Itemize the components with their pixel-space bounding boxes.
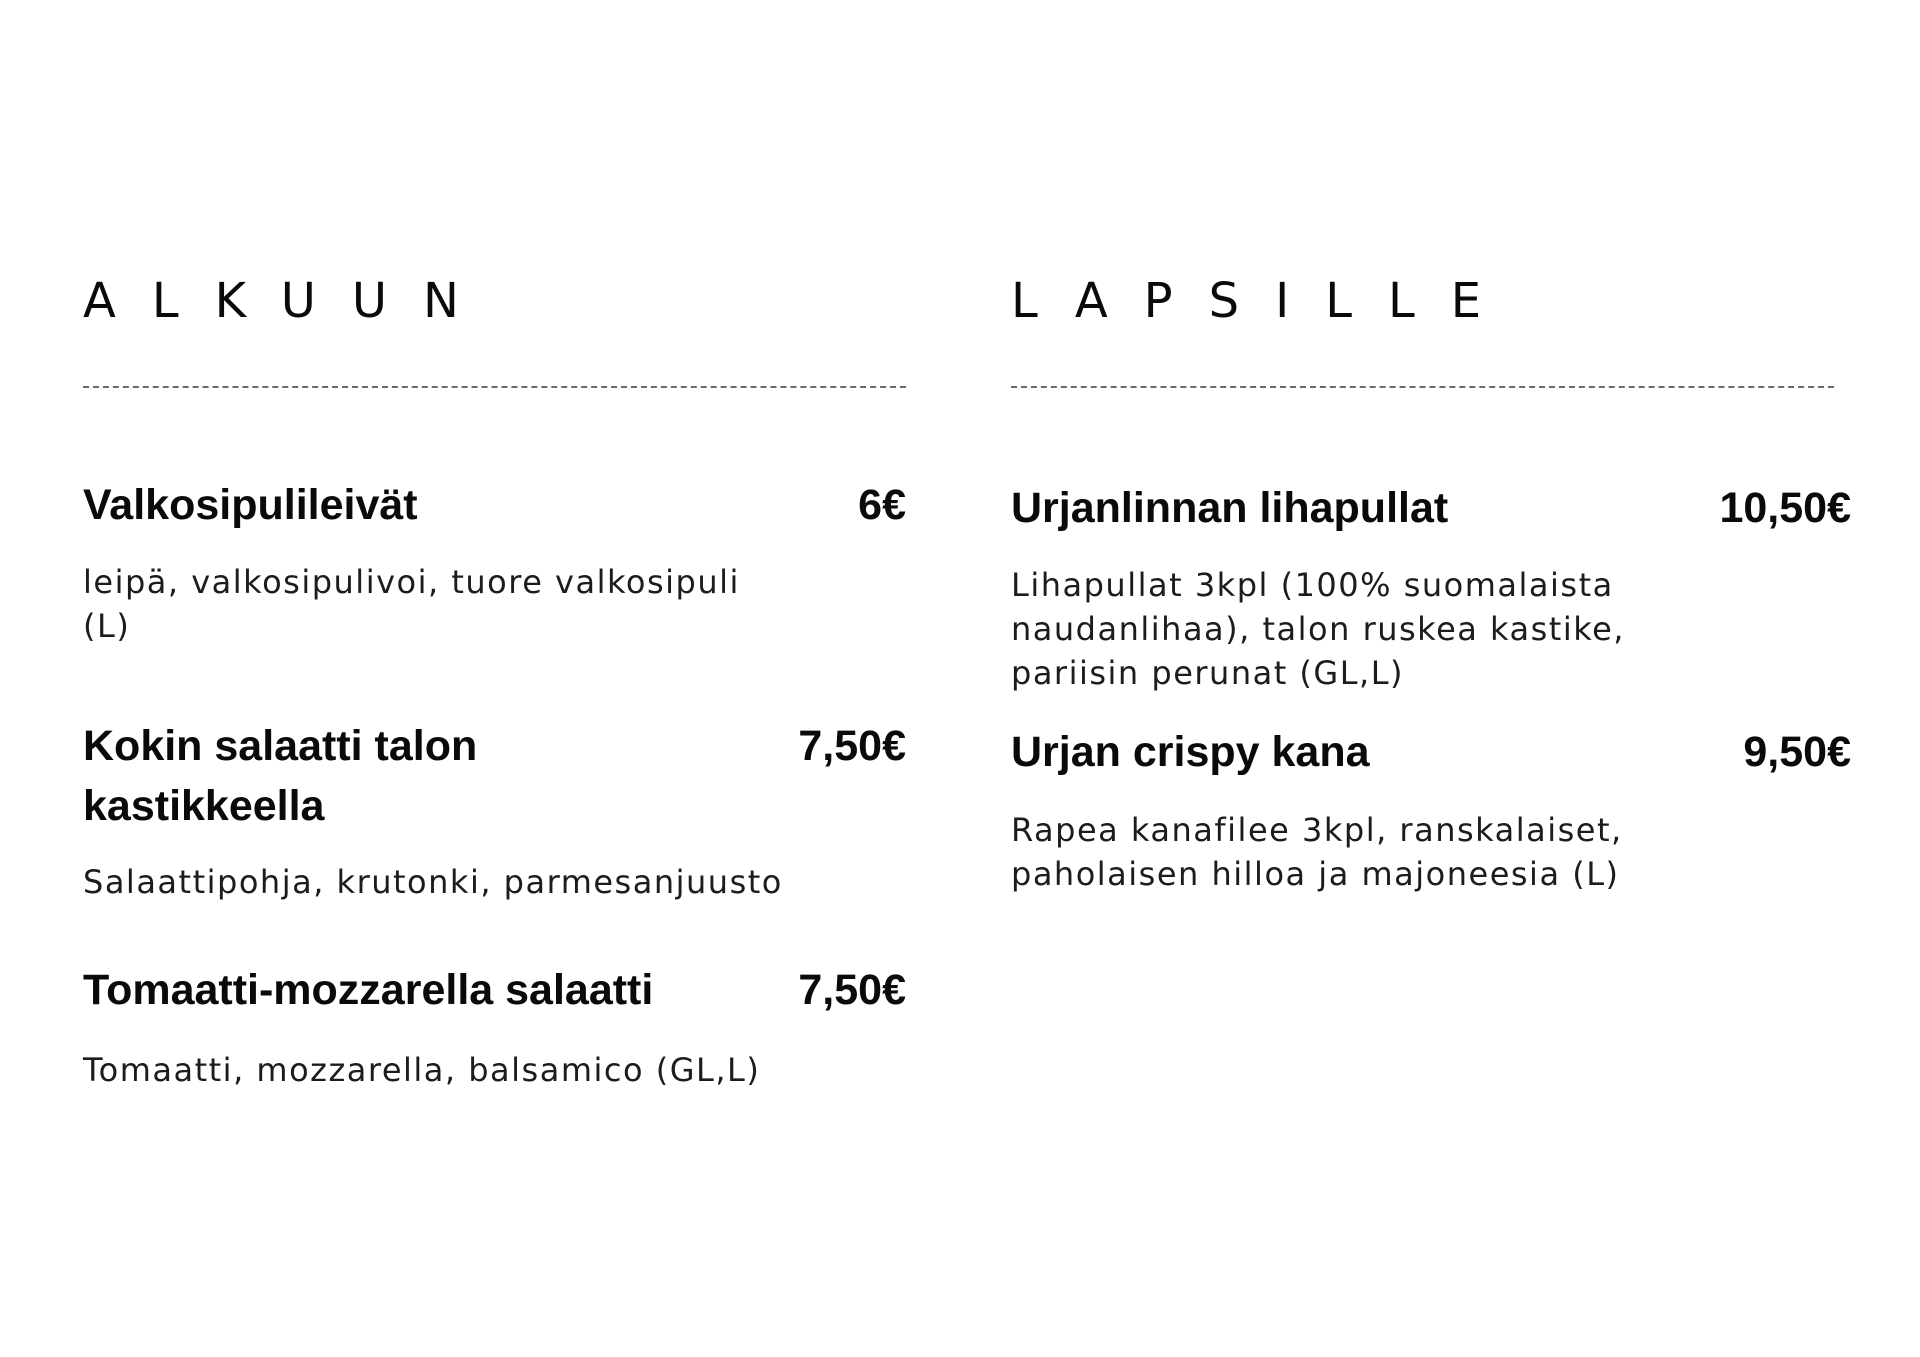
item-description: Salaattipohja, krutonki, parmesanjuusto — [83, 863, 783, 901]
item-description: Rapea kanafilee 3kpl, ranskalaiset, paholaisen hilloa ja majoneesia (L) — [1011, 811, 1623, 893]
item-description: Lihapullat 3kpl (100% suomalaista naudanlihaa), talon ruskea kastike, pariisin perunat (GL,L) — [1011, 566, 1625, 692]
item-name: Kokin salaatti talon kastikkeella — [83, 722, 478, 830]
section-title: LAPSILLE — [1011, 273, 1518, 329]
item-price: 7,50€ — [798, 966, 906, 1014]
item-name: Valkosipulileivät — [83, 481, 418, 529]
item-price: 10,50€ — [1719, 484, 1851, 532]
section-divider — [83, 386, 906, 388]
section-title: ALKUUN — [83, 273, 495, 329]
item-description: leipä, valkosipulivoi, tuore valkosipuli (L) — [83, 563, 740, 645]
item-name: Urjan crispy kana — [1011, 728, 1370, 776]
item-price: 6€ — [858, 481, 906, 529]
item-price: 9,50€ — [1743, 728, 1851, 776]
item-description: Tomaatti, mozzarella, balsamico (GL,L) — [83, 1051, 761, 1089]
item-price: 7,50€ — [798, 722, 906, 770]
item-name: Tomaatti-mozzarella salaatti — [83, 966, 654, 1014]
item-name: Urjanlinnan lihapullat — [1011, 484, 1449, 532]
section-divider — [1011, 386, 1834, 388]
